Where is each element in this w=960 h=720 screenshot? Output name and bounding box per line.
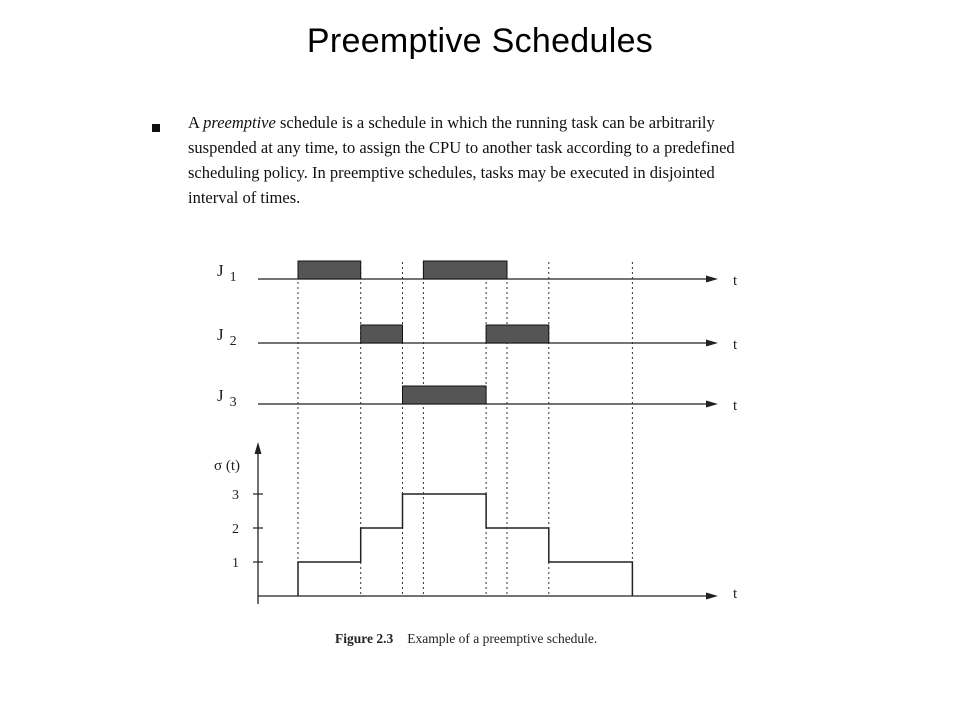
sigma-axis-label: σ (t) <box>214 458 240 474</box>
x-axis-arrow-icon <box>706 593 718 600</box>
execution-bar <box>361 325 403 343</box>
caption-label: Figure 2.3 <box>335 631 394 646</box>
execution-bar <box>298 261 361 279</box>
time-axis-label: t <box>733 273 738 289</box>
execution-bar <box>486 325 549 343</box>
execution-bar <box>423 261 507 279</box>
time-axis-label: t <box>733 337 738 353</box>
y-tick-label: 2 <box>232 522 239 537</box>
timeline-arrow-icon <box>706 401 718 408</box>
task-name: J <box>217 386 224 405</box>
time-axis-label: t <box>733 398 738 414</box>
bullet-line-text: scheduling policy. In preemptive schedules, tasks may be executed in disjointed <box>188 163 715 182</box>
figure-caption <box>335 631 597 646</box>
time-axis-label: t <box>733 586 738 602</box>
task-subscript: 2 <box>229 334 237 349</box>
bullet-line-text: A <box>188 113 204 132</box>
execution-bar <box>403 386 487 404</box>
task-label <box>217 325 237 349</box>
slide-title: Preemptive Schedules <box>306 22 654 60</box>
bullet-line-text: schedule is a schedule in which the running task can be arbitrarily <box>275 113 715 132</box>
y-tick-label: 3 <box>232 488 239 503</box>
bullet-emphasis: preemptive <box>203 113 276 132</box>
task-label <box>217 261 237 285</box>
sigma-step-function <box>298 494 632 596</box>
timeline-arrow-icon <box>706 340 718 347</box>
bullet-line-text: suspended at any time, to assign the CPU to another task according to a predefined <box>188 138 735 157</box>
bullet-line-text: interval of times. <box>188 188 301 207</box>
timeline-arrow-icon <box>706 276 718 283</box>
task-subscript: 3 <box>229 395 237 410</box>
task-label <box>217 386 237 410</box>
task-name: J <box>217 261 224 280</box>
task-name: J <box>217 325 224 344</box>
y-axis-arrow-icon <box>255 442 262 454</box>
task-subscript: 1 <box>229 270 237 285</box>
caption-text: Example of a preemptive schedule. <box>407 631 598 646</box>
y-tick-label: 1 <box>232 556 239 571</box>
